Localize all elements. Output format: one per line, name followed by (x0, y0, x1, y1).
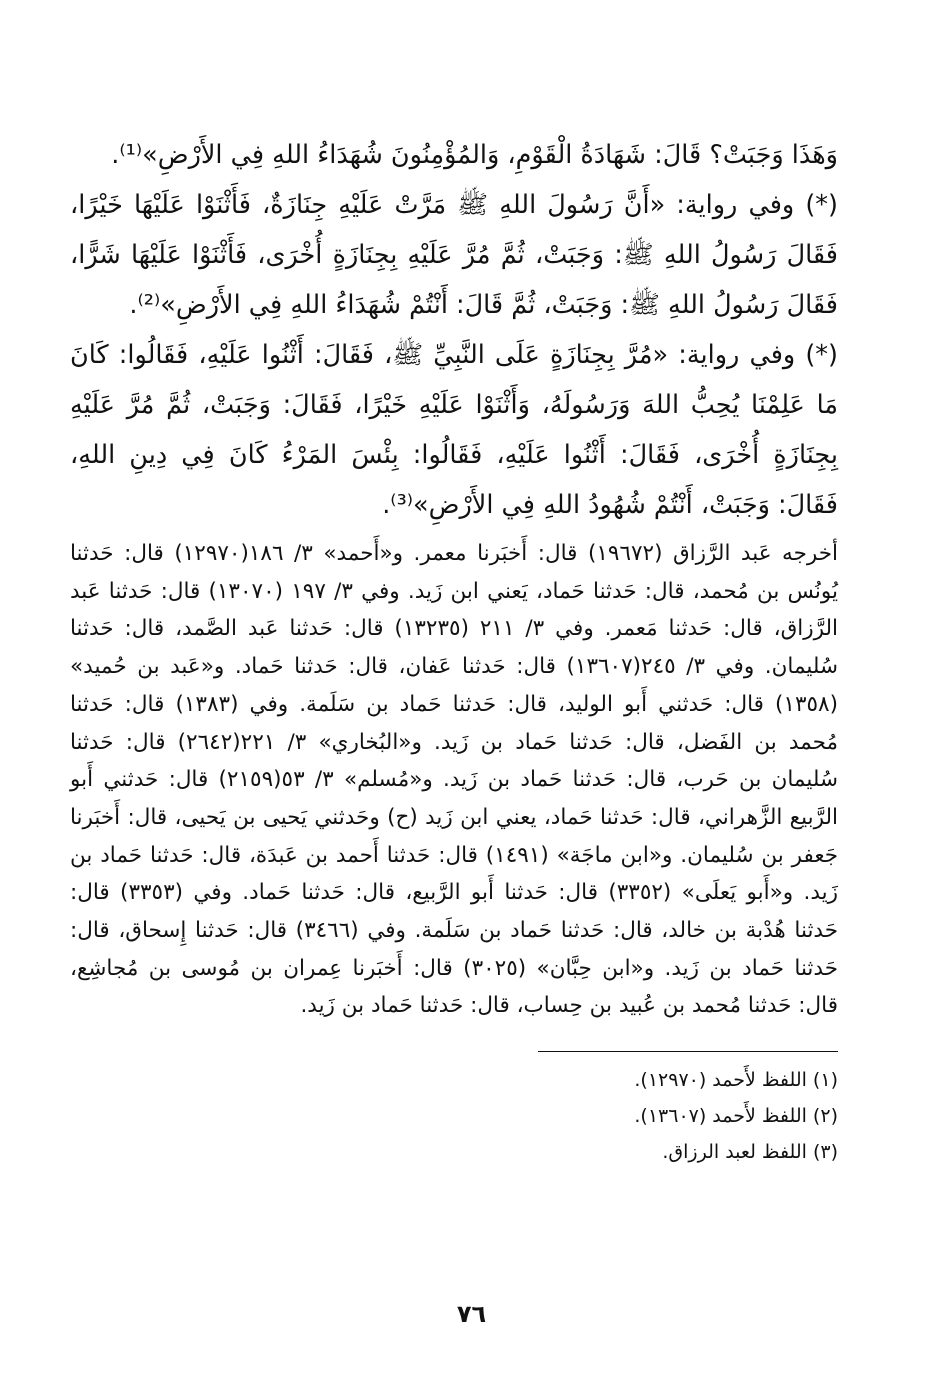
takhrij-paragraph: أخرجه عَبد الرَّزاق (١٩٦٧٢) قال: أَخبَرنا معمر. و«أَحمد» ٣/ ١٨٦(١٢٩٧٠) قال: حَدثنا يُونُس بن مُحمد، قال: حَدثنا حَماد، يَعني ابن زَيد. وفي ٣/ ١٩٧ (١٣٠٧٠) قال: حَدثنا عَبد الرَّزاق، قال: حَدثنا مَعمر. وفي ٣/ ٢١١ (١٣٢٣٥) قال: حَدثنا عَبد الصَّمد، قال: حَدثنا سُليمان. وفي ٣/ ٢٤٥(١٣٦٠٧) قال: حَدثنا عَفان، قال: حَدثنا حَماد. و«عَبد بن حُميد» (١٣٥٨) قال: حَدثني أَبو الوليد، قال: حَدثنا حَماد بن سَلَمة. وفي (١٣٨٣) قال: حَدثنا مُحمد بن الفَضل، قال: حَدثنا حَماد بن زَيد. و«البُخاري» ٣/ ٢٢١(٢٦٤٢) قال: حَدثنا سُليمان بن حَرب، قال: حَدثنا حَماد بن زَيد. و«مُسلم» ٣/ ٥٣(٢١٥٩) قال: حَدثني أَبو الرَّبيع الزَّهراني، قال: حَدثنا حَماد، يعني ابن زَيد (ح) وحَدثني يَحيى بن يَحيى، قال: أَخبَرنا جَعفر بن سُليمان. و«ابن ماجَة» (١٤٩١) قال: حَدثنا أَحمد بن عَبدَة، قال: حَدثنا حَماد بن زَيد. و«أَبو يَعلَى» (٣٣٥٢) قال: حَدثنا أَبو الرَّبيع، قال: حَدثنا حَماد. وفي (٣٣٥٣) قال: حَدثنا هُدْبة بن خالد، قال: حَدثنا حَماد بن سَلَمة. وفي (٣٤٦٦) قال: حَدثنا إِسحاق، قال: حَدثنا حَماد بن زَيد. و«ابن حِبَّان» (٣٠٢٥) قال: أَخبَرنا عِمران بن مُوسى بن مُجاشِع، قال: حَدثنا مُحمد بن عُبيد بن حِساب، قال: حَدثنا حَماد بن زَيد. (70, 541, 839, 1019)
page-number: ٧٦ (456, 1300, 487, 1328)
footnote-1: (١) اللفظ لأَحمد (١٢٩٧٠). (634, 1069, 838, 1092)
footnotes (70, 1062, 838, 1170)
hadith-paragraph-3: (*) وفي رواية: «مُرَّ بِجِنَازَةٍ عَلَى النَّبِيِّ ﷺ، فَقَالَ: أَثْنُوا عَلَيْهِ، فَقَالُوا: كَانَ مَا عَلِمْنَا يُحِبُّ اللهَ وَرَسُولَهُ، وَأَثْنَوْا عَلَيْهِ خَيْرًا، فَقَالَ: وَجَبَتْ، ثُمَّ مُرَّ عَلَيْهِ بِجِنَازَةٍ أُخْرَى، فَقَالَ: أَثْنُوا عَلَيْهِ، فَقَالُوا: بِئْسَ المَرْءُ كَانَ فِي دِينِ اللهِ، فَقَالَ: وَجَبَتْ، أَنْتُمْ شُهُودُ اللهِ فِي الأَرْضِ»⁽³⁾. (70, 340, 838, 520)
footnote-3: (٣) اللفظ لعبد الرزاق. (662, 1141, 838, 1164)
hadith-paragraph-2: (*) وفي رواية: «أَنَّ رَسُولَ اللهِ ﷺ مَرَّتْ عَلَيْهِ جِنَازَةٌ، فَأَثْنَوْا عَلَيْهَا خَيْرًا، فَقَالَ رَسُولُ اللهِ ﷺ: وَجَبَتْ، ثُمَّ مُرَّ عَلَيْهِ بِجِنَازَةٍ أُخْرَى، فَأَثْنَوْا عَلَيْهَا شَرًّا، فَقَالَ رَسُولُ اللهِ ﷺ: وَجَبَتْ، ثُمَّ قَالَ: أَنْتُمْ شُهَدَاءُ اللهِ فِي الأَرْضِ»⁽²⁾. (70, 190, 838, 320)
footnote-2: (٢) اللفظ لأَحمد (١٣٦٠٧). (634, 1105, 838, 1128)
hadith-text (70, 130, 838, 530)
page (70, 130, 838, 1384)
footnote-divider (538, 1051, 838, 1052)
hadith-paragraph-1: وَهَذَا وَجَبَتْ؟ قَالَ: شَهَادَةُ الْقَوْمِ، وَالمُؤْمِنُونَ شُهَدَاءُ اللهِ فِي الأَرْضِ»⁽¹⁾. (111, 140, 838, 170)
